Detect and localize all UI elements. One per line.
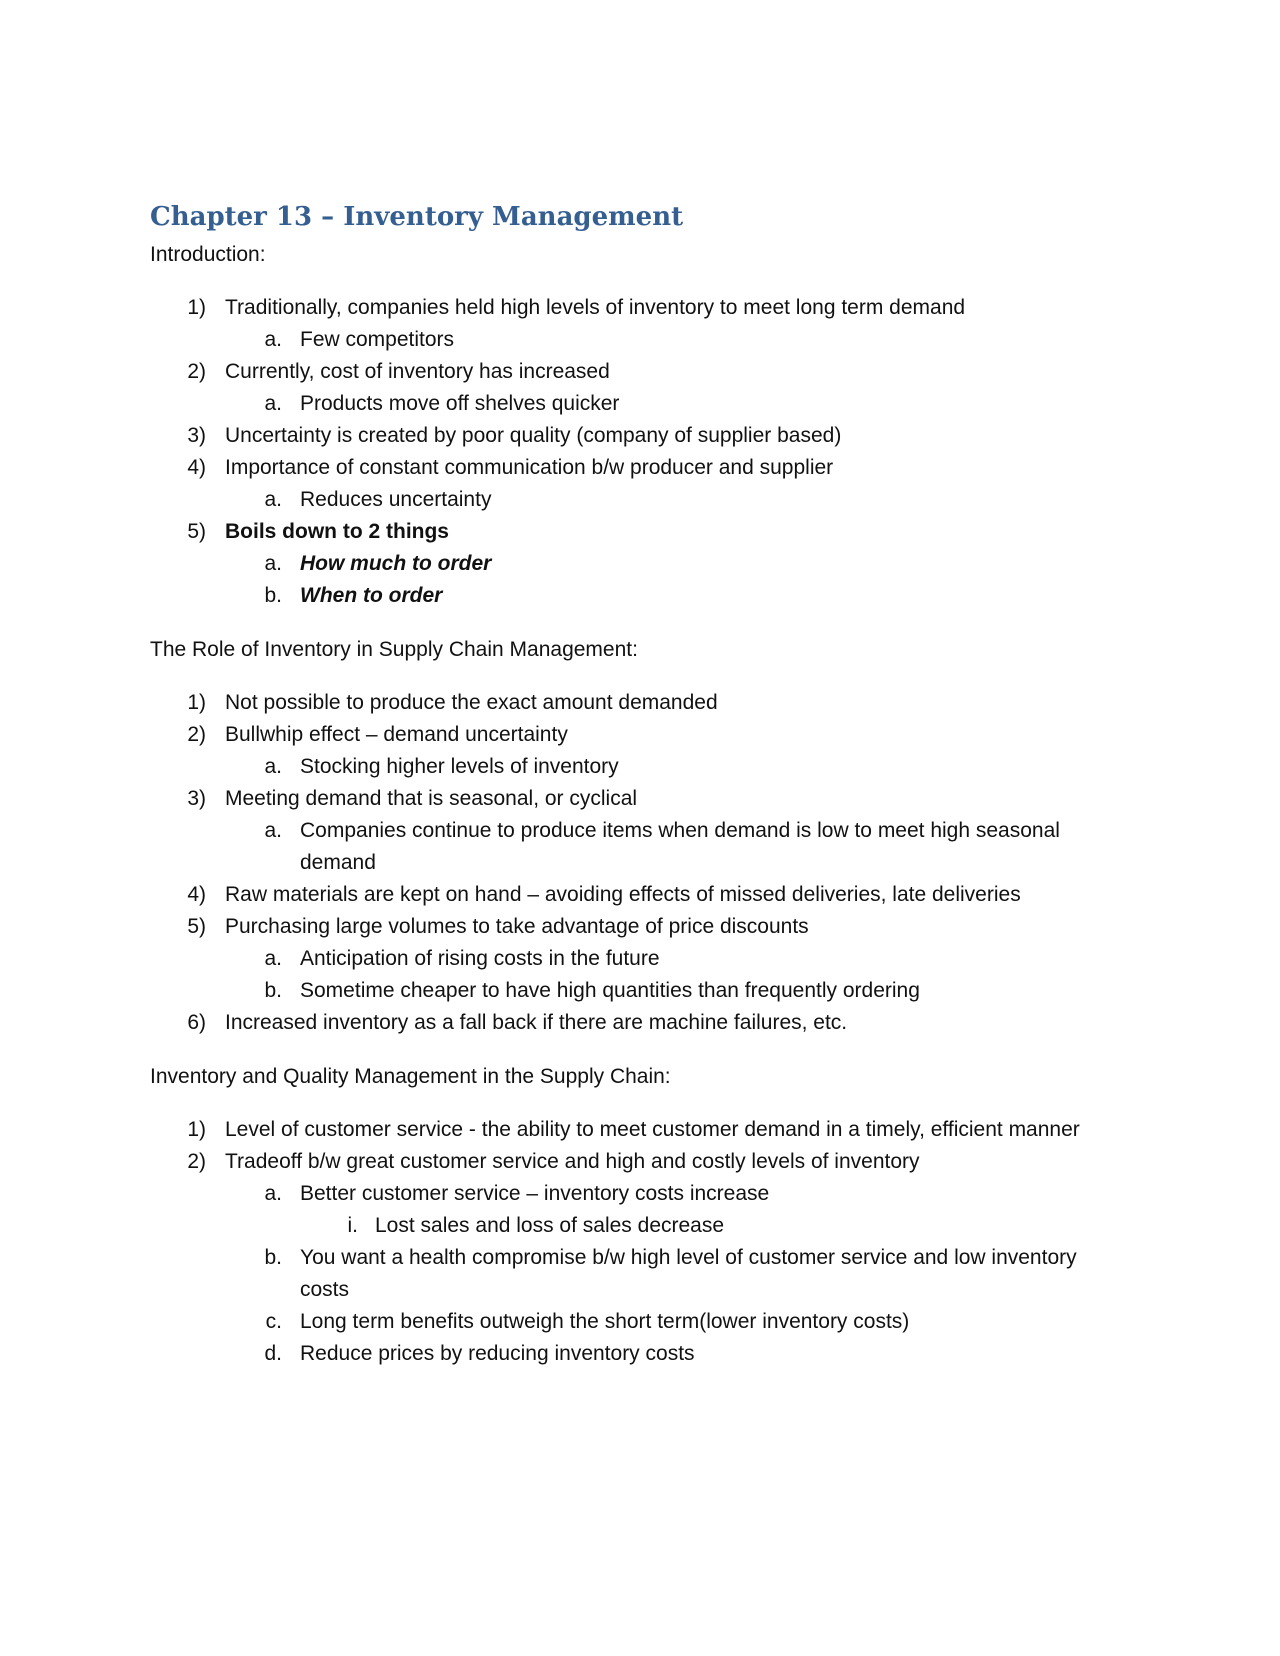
list-item-text: Meeting demand that is seasonal, or cyclical [225,787,638,810]
list-item-text: Lost sales and loss of sales decrease [375,1214,725,1237]
list-marker: a. [264,488,282,511]
list-marker: a. [264,1182,282,1205]
list-item-text: When to order [300,584,443,607]
list-item-text: Sometime cheaper to have high quantities than frequently ordering [300,979,920,1002]
list-marker: 4) [187,883,206,906]
list-item-text: Products move off shelves quicker [300,392,620,415]
list-item-text: Increased inventory as a fall back if there are machine failures, etc. [225,1011,848,1034]
list-item-text: You want a health compromise b/w high level of customer service and low inventory [300,1246,1077,1269]
list-marker: a. [264,755,282,778]
list-marker: b. [264,1246,282,1269]
list-item-text: Reduce prices by reducing inventory costs [300,1342,695,1365]
list-marker: a. [264,328,282,351]
list-marker: b. [264,584,282,607]
list-marker: a. [264,392,282,415]
list-marker: i. [347,1214,358,1237]
list-item-text: Reduces uncertainty [300,488,492,511]
list-item-text-continued: demand [300,851,376,874]
list-marker: 6) [187,1011,206,1034]
list-marker: 1) [187,296,206,319]
list-marker: d. [264,1342,282,1365]
list-marker: 3) [187,787,206,810]
section-heading-role-of-inventory: The Role of Inventory in Supply Chain Management: [150,638,638,661]
list-marker: c. [265,1310,282,1333]
list-marker: 5) [187,915,206,938]
list-marker: 1) [187,1118,206,1141]
section-heading-inventory-and-quality: Inventory and Quality Management in the Supply Chain: [150,1065,671,1088]
page-title: Chapter 13 – Inventory Management [150,202,684,232]
list-item-text: Boils down to 2 things [225,520,449,543]
list-item-text: Stocking higher levels of inventory [300,755,619,778]
list-marker: 5) [187,520,206,543]
list-item-text: Anticipation of rising costs in the future [300,947,660,970]
section-heading-introduction: Introduction: [150,243,266,266]
list-item-text: Companies continue to produce items when demand is low to meet high seasonal [300,819,1060,842]
list-marker: 2) [187,723,206,746]
list-item-text: Not possible to produce the exact amount demanded [225,691,718,714]
list-item-text-continued: costs [300,1278,350,1301]
list-marker: 1) [187,691,206,714]
list-marker: 4) [187,456,206,479]
list-item-text: Purchasing large volumes to take advantage of price discounts [225,915,809,938]
list-item-text: How much to order [300,552,492,575]
list-item-text: Long term benefits outweigh the short term(lower inventory costs) [300,1310,910,1333]
list-item-text: Uncertainty is created by poor quality (company of supplier based) [225,424,842,447]
list-marker: a. [264,552,282,575]
list-item-text: Importance of constant communication b/w producer and supplier [225,456,834,479]
list-marker: b. [264,979,282,1002]
list-item-text: Raw materials are kept on hand – avoiding effects of missed deliveries, late deliveries [225,883,1021,906]
list-item-text: Level of customer service - the ability to meet customer demand in a timely, efficient manner [225,1118,1080,1141]
list-item-text: Bullwhip effect – demand uncertainty [225,723,568,746]
list-item-text: Tradeoff b/w great customer service and high and costly levels of inventory [225,1150,920,1173]
list-marker: a. [264,819,282,842]
list-marker: 3) [187,424,206,447]
list-marker: a. [264,947,282,970]
list-item-text: Currently, cost of inventory has increased [225,360,610,383]
list-item-text: Few competitors [300,328,455,351]
list-marker: 2) [187,360,206,383]
list-marker: 2) [187,1150,206,1173]
list-item-text: Traditionally, companies held high levels of inventory to meet long term demand [225,296,966,319]
list-item-text: Better customer service – inventory costs increase [300,1182,770,1205]
